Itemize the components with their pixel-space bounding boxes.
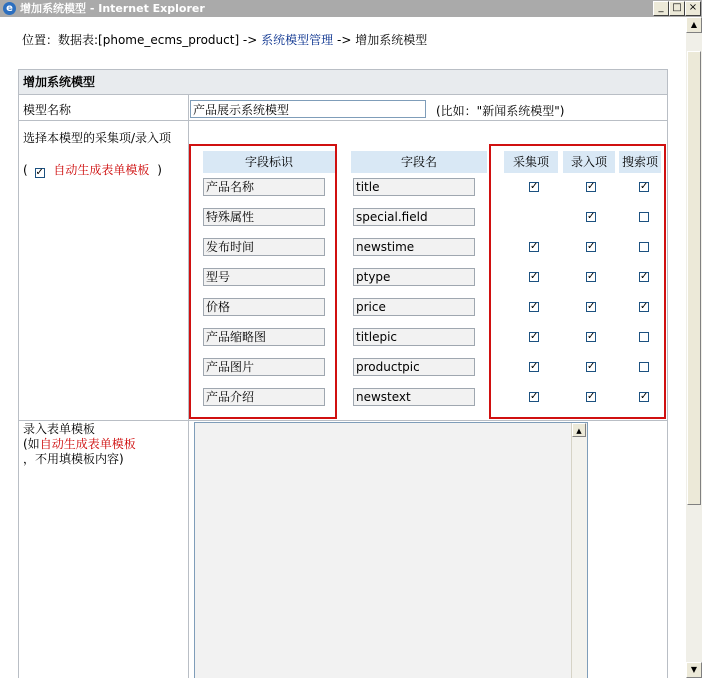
ie-logo-icon: e xyxy=(3,2,16,15)
row-divider xyxy=(19,120,667,121)
auto-generate-link[interactable]: 自动生成表单模板 xyxy=(53,163,150,177)
breadcrumb-link-model-management[interactable]: 系统模型管理 xyxy=(261,33,334,47)
field-name-input[interactable]: newstime xyxy=(353,238,475,256)
template-label-open: (如 xyxy=(23,437,40,451)
input-checkbox[interactable]: ✓ xyxy=(587,331,596,342)
template-auto-generate-link[interactable]: 自动生成表单模板 xyxy=(39,437,136,451)
maximize-button[interactable]: □ xyxy=(669,1,685,16)
search-checkbox[interactable]: ✓ xyxy=(640,301,649,312)
scroll-thumb[interactable] xyxy=(687,51,701,505)
textarea-scroll-up-icon[interactable]: ▲ xyxy=(572,423,586,437)
breadcrumb xyxy=(22,31,427,48)
col-header-collect: 采集项 xyxy=(504,151,558,173)
close-button[interactable]: × xyxy=(685,1,701,16)
collect-checkbox[interactable]: ✓ xyxy=(530,331,539,342)
minimize-button[interactable]: _ xyxy=(653,1,669,16)
field-id-input[interactable]: 价格 xyxy=(203,298,325,316)
auto-generate-paren-open: ( xyxy=(23,163,28,177)
field-id-input[interactable]: 特殊属性 xyxy=(203,208,325,226)
auto-generate-option xyxy=(23,161,162,178)
search-checkbox[interactable]: ✓ xyxy=(640,271,649,282)
page-scrollbar[interactable] xyxy=(686,17,702,678)
field-id-input[interactable]: 产品名称 xyxy=(203,178,325,196)
input-checkbox[interactable]: ✓ xyxy=(587,301,596,312)
model-name-example: (比如："新闻系统模型") xyxy=(436,104,565,118)
form-header: 增加系统模型 xyxy=(19,70,667,95)
textarea-scrollbar[interactable] xyxy=(571,423,587,678)
window-title: 增加系统模型 - Internet Explorer xyxy=(20,2,205,15)
field-id-input[interactable]: 产品图片 xyxy=(203,358,325,376)
row-divider xyxy=(19,420,667,421)
field-name-input[interactable]: productpic xyxy=(353,358,475,376)
input-checkbox[interactable]: ✓ xyxy=(587,211,596,222)
field-id-highlight-box xyxy=(189,144,337,419)
model-name-input[interactable]: 产品展示系统模型 xyxy=(190,100,426,118)
field-name-input[interactable]: price xyxy=(353,298,475,316)
window-title-bar xyxy=(0,0,702,17)
scroll-up-icon[interactable]: ▲ xyxy=(686,17,702,33)
collect-checkbox[interactable]: ✓ xyxy=(530,391,539,402)
add-model-form xyxy=(18,69,668,678)
input-checkbox[interactable]: ✓ xyxy=(587,361,596,372)
breadcrumb-prefix: 位置：数据表:[phome_ecms_product] -> xyxy=(22,33,258,47)
collect-checkbox[interactable]: ✓ xyxy=(530,241,539,252)
auto-generate-checkbox[interactable]: ✓ xyxy=(35,167,44,178)
template-label-title: 录入表单模板 xyxy=(23,422,96,436)
input-checkbox[interactable]: ✓ xyxy=(587,241,596,252)
input-checkbox[interactable]: ✓ xyxy=(587,181,596,192)
select-fields-label: 选择本模型的采集项/录入项 xyxy=(23,131,172,145)
field-id-input[interactable]: 发布时间 xyxy=(203,238,325,256)
template-label xyxy=(23,422,136,467)
field-name-input[interactable]: title xyxy=(353,178,475,196)
template-label-note: ，不用填模板内容) xyxy=(23,452,124,466)
col-header-input: 录入项 xyxy=(563,151,615,173)
collect-checkbox[interactable]: ✓ xyxy=(530,181,539,192)
template-textarea[interactable] xyxy=(194,422,588,678)
search-checkbox[interactable]: ✓ xyxy=(640,391,649,402)
auto-generate-paren-close: ) xyxy=(157,163,162,177)
field-name-input[interactable]: titlepic xyxy=(353,328,475,346)
field-id-input[interactable]: 产品介绍 xyxy=(203,388,325,406)
col-header-field-id: 字段标识 xyxy=(203,151,335,173)
collect-checkbox[interactable]: ✓ xyxy=(530,271,539,282)
search-checkbox[interactable]: ✓ xyxy=(640,181,649,192)
page-content xyxy=(0,17,686,678)
scroll-down-icon[interactable]: ▼ xyxy=(686,662,702,678)
field-name-input[interactable]: ptype xyxy=(353,268,475,286)
checkbox-columns-highlight-box xyxy=(489,144,666,419)
template-label-hint xyxy=(23,437,136,452)
col-header-field-name: 字段名 xyxy=(351,151,487,173)
collect-checkbox[interactable]: ✓ xyxy=(530,361,539,372)
field-id-input[interactable]: 型号 xyxy=(203,268,325,286)
model-name-label: 模型名称 xyxy=(23,103,72,117)
input-checkbox[interactable]: ✓ xyxy=(587,391,596,402)
field-name-input[interactable]: special.field xyxy=(353,208,475,226)
collect-checkbox[interactable]: ✓ xyxy=(530,301,539,312)
breadcrumb-current: -> 增加系统模型 xyxy=(337,33,428,47)
field-name-input[interactable]: newstext xyxy=(353,388,475,406)
input-checkbox[interactable]: ✓ xyxy=(587,271,596,282)
col-header-search: 搜索项 xyxy=(619,151,661,173)
field-id-input[interactable]: 产品缩略图 xyxy=(203,328,325,346)
